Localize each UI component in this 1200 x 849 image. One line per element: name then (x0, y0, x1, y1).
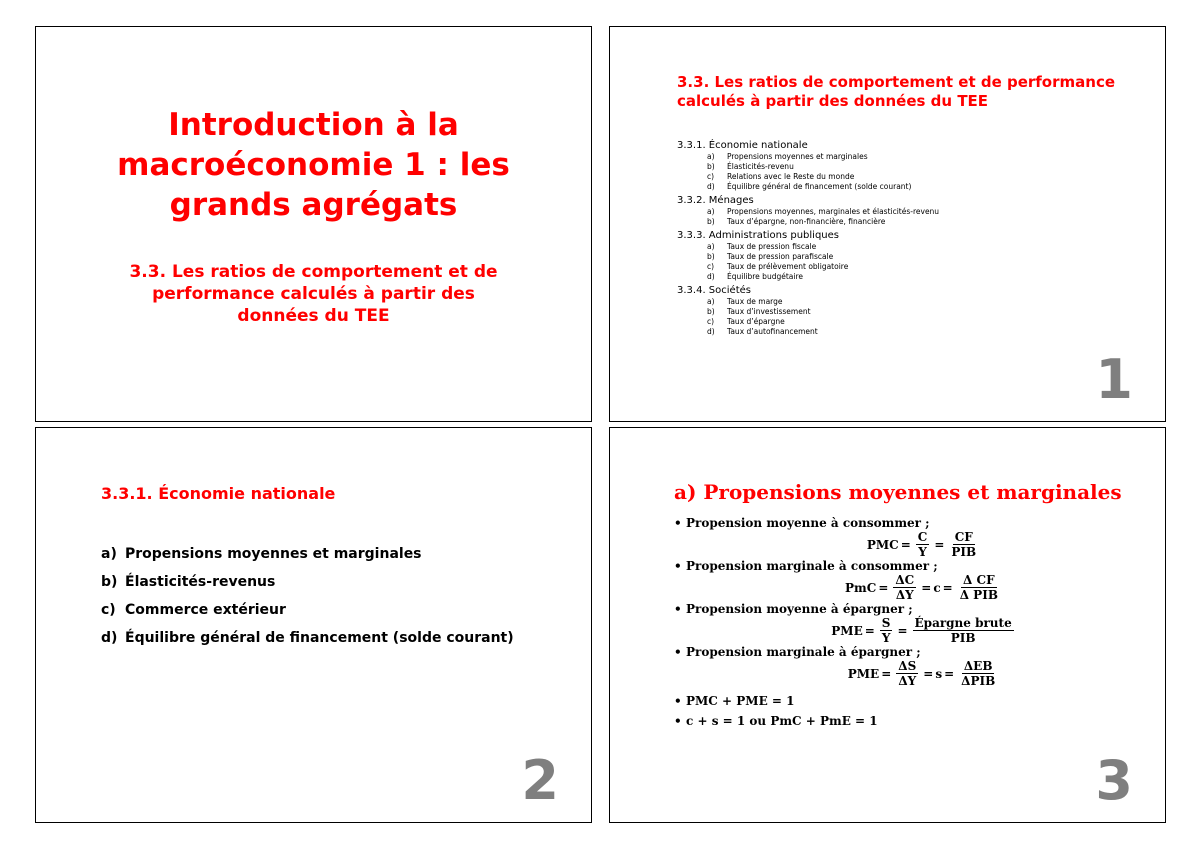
toc-item-letter: c) (707, 262, 715, 271)
bullet-icon: • (674, 516, 682, 530)
toc-section-title: 3.3.3. Administrations publiques (677, 230, 840, 241)
denominator: ΔPIB (961, 674, 996, 688)
equation-mid: s (935, 666, 943, 681)
equation (734, 659, 1114, 688)
toc-item (677, 252, 1117, 262)
title-line: grands agrégats (169, 187, 458, 223)
toc-item-text: Taux de pression fiscale (727, 242, 817, 251)
toc-item-text: Propensions moyennes et marginales (727, 152, 868, 161)
fraction (916, 530, 930, 559)
numerator: Δ CF (963, 573, 995, 587)
list-item: a) Propensions moyennes et marginales (101, 546, 422, 562)
equation-mid: c (933, 580, 941, 595)
toc-item-text: Taux de prélèvement obligatoire (727, 262, 849, 271)
numerator: CF (954, 530, 973, 544)
toc-item-letter: d) (707, 182, 715, 191)
slide-number: 2 (521, 749, 559, 812)
section-list (101, 540, 514, 652)
denominator: Δ PIB (959, 588, 998, 602)
toc-item (677, 162, 1117, 172)
equation-lhs: PmC (845, 580, 877, 595)
toc-item (677, 152, 1117, 162)
toc-item-letter: a) (707, 207, 715, 216)
bullet-item (674, 714, 1114, 728)
toc-item-text: Relations avec le Reste du monde (727, 172, 855, 181)
toc-item-letter: c) (707, 172, 715, 181)
numerator: S (881, 616, 891, 630)
fraction (949, 530, 978, 559)
equals-sign: = (923, 666, 934, 681)
fraction (893, 573, 916, 602)
numerator: C (917, 530, 928, 544)
slide-number: 3 (1095, 749, 1133, 812)
list-item: d) Équilibre général de financement (solde courant) (101, 630, 514, 646)
toc-item (677, 327, 1117, 337)
bullet-label: Propension moyenne à épargner ; (686, 602, 913, 616)
denominator: PIB (950, 631, 976, 645)
bullet-label: Propension moyenne à consommer ; (686, 516, 930, 530)
bullet-item (674, 645, 1114, 659)
bullet-icon: • (674, 559, 682, 573)
slide-section (35, 427, 592, 823)
toc-item-letter: a) (707, 297, 715, 306)
toc-item-letter: a) (707, 242, 715, 251)
fraction (958, 573, 1000, 602)
toc-item (677, 317, 1117, 327)
heading-line: calculés à partir des données du TEE (677, 92, 989, 110)
equals-sign: = (878, 580, 889, 595)
presentation-subtitle (106, 261, 521, 327)
toc-item (677, 272, 1117, 282)
fraction (959, 659, 997, 688)
slide-title (35, 26, 592, 422)
numerator: Épargne brute (914, 616, 1012, 630)
formula-body (674, 516, 1114, 728)
title-line: Introduction à la (168, 107, 459, 143)
equation (734, 616, 1114, 645)
toc-item-letter: b) (707, 307, 715, 316)
toc-item-text: Taux d’épargne (727, 317, 785, 326)
equals-sign: = (944, 666, 955, 681)
fraction (913, 616, 1014, 645)
toc-item (677, 217, 1117, 227)
equation (734, 530, 1114, 559)
denominator: ΔY (895, 588, 914, 602)
toc-section-title: 3.3.2. Ménages (677, 195, 754, 206)
toc-item-letter: c) (707, 317, 715, 326)
bullet-label: Propension marginale à épargner ; (686, 645, 921, 659)
toc-item-text: Élasticités-revenu (727, 162, 794, 171)
toc-item (677, 297, 1117, 307)
bullet-item (674, 559, 1114, 573)
bullet-item (674, 602, 1114, 616)
toc-item-letter: d) (707, 327, 715, 336)
toc-item-letter: b) (707, 162, 715, 171)
title-line: macroéconomie 1 : les (117, 147, 510, 183)
slide-formulas (609, 427, 1166, 823)
toc-section-title: 3.3.1. Économie nationale (677, 140, 808, 151)
equals-sign: = (881, 666, 892, 681)
bullet-label: PMC + PME = 1 (686, 694, 795, 708)
subtitle-line: données du TEE (237, 306, 390, 326)
toc-item (677, 207, 1117, 217)
denominator: Y (918, 545, 927, 559)
presentation-title (76, 105, 551, 225)
subtitle-line: 3.3. Les ratios de comportement et de (129, 262, 498, 282)
toc-item-letter: b) (707, 217, 715, 226)
toc-heading (677, 73, 1127, 111)
equals-sign: = (934, 537, 945, 552)
numerator: ΔS (898, 659, 917, 673)
toc-item (677, 307, 1117, 317)
equation (734, 573, 1114, 602)
bullet-icon: • (674, 714, 682, 728)
denominator: Y (881, 631, 891, 645)
bullet-label: Propension marginale à consommer ; (686, 559, 938, 573)
list-item: c) Commerce extérieur (101, 602, 286, 618)
toc-item-letter: b) (707, 252, 715, 261)
toc-item (677, 262, 1117, 272)
bullet-label: c + s = 1 ou PmC + PmE = 1 (686, 714, 878, 728)
equals-sign: = (921, 580, 932, 595)
toc-item-text: Propensions moyennes, marginales et élasticités-revenu (727, 207, 940, 216)
numerator: ΔC (895, 573, 915, 587)
list-item: b) Élasticités-revenus (101, 574, 276, 590)
equals-sign: = (900, 537, 911, 552)
slide-toc (609, 26, 1166, 422)
toc-section-title: 3.3.4. Sociétés (677, 285, 751, 296)
equals-sign: = (897, 623, 908, 638)
heading-line: 3.3. Les ratios de comportement et de performance (677, 73, 1116, 91)
fraction (896, 659, 918, 688)
numerator: ΔEB (963, 659, 993, 673)
equation-lhs: PME (831, 623, 863, 638)
toc-item-text: Taux de pression parafiscale (727, 252, 834, 261)
denominator: ΔY (898, 674, 917, 688)
toc-item-text: Équilibre général de financement (solde courant) (727, 182, 912, 191)
slide-number: 1 (1095, 348, 1133, 411)
equals-sign: = (942, 580, 953, 595)
equals-sign: = (864, 623, 875, 638)
toc-item-text: Taux d’épargne, non-financière, financière (727, 217, 886, 226)
toc-item (677, 182, 1117, 192)
bullet-item (674, 516, 1114, 530)
toc-item (677, 172, 1117, 182)
bullet-icon: • (674, 645, 682, 659)
toc-item-text: Équilibre budgétaire (727, 272, 803, 281)
bullet-item (674, 694, 1114, 708)
subtitle-line: performance calculés à partir des (152, 284, 475, 304)
toc-list (677, 137, 1117, 337)
section-heading: 3.3.1. Économie nationale (101, 484, 336, 503)
equation-lhs: PMC (866, 537, 899, 552)
toc-item-text: Taux d’investissement (727, 307, 811, 316)
bullet-icon: • (674, 694, 682, 708)
bullet-icon: • (674, 602, 682, 616)
toc-item-text: Taux d’autofinancement (727, 327, 818, 336)
toc-item-letter: a) (707, 152, 715, 161)
toc-item-text: Taux de marge (727, 297, 783, 306)
equation-lhs: PME (847, 666, 880, 681)
toc-item-letter: d) (707, 272, 715, 281)
formula-heading: a) Propensions moyennes et marginales (674, 480, 1122, 504)
toc-item (677, 242, 1117, 252)
denominator: PIB (951, 545, 977, 559)
fraction (880, 616, 893, 645)
